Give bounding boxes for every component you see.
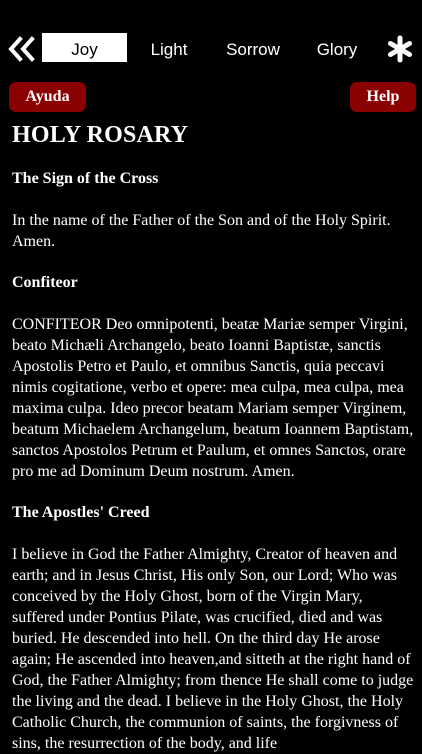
double-chevron-left-icon[interactable] (6, 33, 38, 65)
tab-light[interactable]: Light (150, 40, 188, 59)
page-title: HOLY ROSARY (12, 122, 189, 148)
prayer-content (12, 118, 416, 754)
tab-sorrow[interactable]: Sorrow (226, 40, 280, 59)
tab-glory[interactable]: Glory (316, 40, 358, 59)
section-text-confiteor: CONFITEOR Deo omnipotenti, beatæ Mariæ semper Virgini, beato Michæli Archangelo, beato Ioanni Baptistæ, sanctis Apostolis Petro et Paulo, et omnibus Sanctis, quia peccavi nimis cogitatione, verbo et opere: mea culpa, mea culpa, mea maxima culpa. Ideo precor beatam Mariam semper Virginem, beatum Michaelem Archangelum, beatum Ioannem Baptistam, sanctos Apostolos Petrum et Paulum, et omnes Sanctos, orare pro me ad Dominum Deum nostrum. Amen. (12, 316, 414, 480)
ayuda-button[interactable]: Ayuda (9, 82, 86, 112)
tab-joy[interactable]: Joy (42, 33, 127, 62)
section-heading-sign-of-cross: The Sign of the Cross (12, 170, 159, 187)
section-text-sign-of-cross: In the name of the Father of the Son and of the Holy Spirit. Amen. (12, 212, 391, 250)
section-heading-apostles-creed: The Apostles' Creed (12, 504, 150, 521)
section-heading-confiteor: Confiteor (12, 274, 78, 291)
top-navigation-bar (0, 0, 422, 72)
section-text-apostles-creed: I believe in God the Father Almighty, Creator of heaven and earth; and in Jesus Christ, His only Son, our Lord; Who was conceived by the Holy Ghost, born of the Virgin Mary, suffered under Pontius Pilate, was crucified, died and was buried. He descended into hell. On the third day He arose again; He ascended into heaven,and sitteth at the right hand of God, the Father Almighty; from thence He shall come to judge the living and the dead. I believe in the Holy Ghost, the Holy Catholic Church, the communion of saints, the forgivness of sins, the resurrection of the body, and life (12, 546, 414, 752)
asterisk-icon[interactable] (386, 35, 414, 63)
help-button[interactable]: Help (350, 82, 416, 112)
